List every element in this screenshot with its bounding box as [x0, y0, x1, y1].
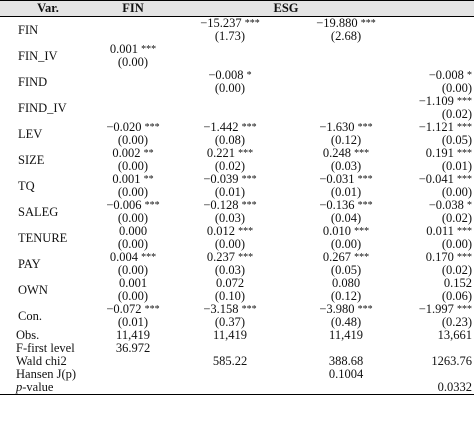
table-cell: 585.22	[212, 354, 248, 368]
coefficient-value: 0.004 ***	[109, 250, 157, 264]
coefficient-value: −0.072 ***	[106, 302, 160, 316]
row-label: FIND_IV	[18, 100, 67, 115]
significance-stars: ***	[238, 226, 254, 237]
table-cell	[170, 17, 290, 44]
table-row	[0, 121, 474, 147]
coefficient-value: 0.000	[118, 224, 148, 238]
table-cell	[96, 368, 170, 381]
coefficient-value: −0.008 *	[428, 68, 473, 82]
table-cell	[96, 147, 170, 173]
standard-error-value: (0.03)	[330, 159, 362, 173]
coefficient-value: −0.020 ***	[106, 120, 160, 134]
coefficient-value	[170, 95, 290, 108]
table-header	[0, 1, 474, 17]
p-letter: p	[16, 380, 23, 394]
table-cell	[96, 173, 170, 199]
significance-stars: ***	[357, 174, 373, 185]
table-cell	[290, 95, 402, 121]
coefficient-value: 0.267 ***	[322, 250, 370, 264]
coefficient-value: 0.001	[118, 276, 148, 290]
significance-stars: ***	[141, 252, 157, 263]
row-label: FIN	[18, 22, 39, 37]
standard-error-value: (0.03)	[214, 263, 246, 277]
row-label: Wald chi2	[16, 354, 67, 368]
table-cell: 13,661	[437, 328, 473, 342]
significance-stars: ***	[141, 44, 157, 55]
table-cell	[402, 277, 474, 303]
significance-stars: ***	[357, 122, 373, 133]
table-cell	[402, 121, 474, 147]
coefficient-value	[290, 95, 402, 108]
standard-error-value: (0.00)	[117, 133, 149, 147]
standard-error-value: (0.37)	[214, 315, 246, 329]
coefficient-value: 0.001 **	[112, 172, 154, 186]
table-cell	[290, 381, 402, 395]
standard-error-value	[290, 56, 402, 69]
coefficient-value: 0.237 ***	[206, 250, 254, 264]
coefficient-value: 0.072	[215, 276, 245, 290]
standard-error-value: (0.00)	[330, 237, 362, 251]
coefficient-value: −3.158 ***	[203, 302, 257, 316]
table-cell	[170, 121, 290, 147]
significance-stars: ***	[457, 122, 473, 133]
significance-stars: ***	[457, 174, 473, 185]
coefficient-value	[290, 69, 402, 82]
significance-stars: ***	[457, 252, 473, 263]
significance-stars: ***	[354, 226, 370, 237]
standard-error-value: (0.02)	[441, 211, 473, 225]
significance-stars: ***	[244, 18, 260, 29]
table-cell: 11,419	[213, 328, 247, 342]
table-cell	[170, 381, 290, 395]
table-cell	[402, 17, 474, 44]
coefficient-value: −1.121 ***	[418, 120, 473, 134]
standard-error-value: (0.02)	[214, 159, 246, 173]
table-row	[0, 17, 474, 44]
table-cell	[290, 303, 402, 329]
table-cell: 0.1004	[328, 367, 364, 381]
table-cell	[96, 69, 170, 95]
standard-error-value: (0.00)	[441, 237, 473, 251]
table-row	[0, 43, 474, 69]
standard-error-value: (0.10)	[214, 289, 246, 303]
coefficient-value: −1.997 ***	[418, 302, 473, 316]
standard-error-value: (0.04)	[330, 211, 362, 225]
table-cell	[96, 251, 170, 277]
table-cell	[402, 147, 474, 173]
coefficient-value: 0.221 ***	[206, 146, 254, 160]
table-cell	[402, 199, 474, 225]
standard-error-value	[290, 82, 402, 95]
table-cell	[170, 69, 290, 95]
significance-stars: ***	[241, 200, 257, 211]
table-cell	[96, 277, 170, 303]
standard-error-value: (0.00)	[117, 211, 149, 225]
standard-error-value: (0.00)	[117, 55, 149, 69]
table-cell	[290, 17, 402, 44]
coefficient-value: 0.012 ***	[206, 224, 254, 238]
significance-stars: ***	[144, 122, 160, 133]
standard-error-value: (0.00)	[117, 289, 149, 303]
coefficient-value: −0.008 *	[208, 68, 252, 82]
table-cell	[96, 225, 170, 251]
table-row	[0, 95, 474, 121]
standard-error-value: (0.00)	[117, 185, 149, 199]
table-cell	[96, 303, 170, 329]
standard-error-value: (0.12)	[330, 133, 362, 147]
table-row	[0, 199, 474, 225]
table-cell	[96, 355, 170, 368]
row-label: OWN	[18, 282, 48, 297]
table-cell	[290, 147, 402, 173]
table-cell	[402, 251, 474, 277]
significance-stars: **	[143, 148, 154, 159]
table-cell	[96, 43, 170, 69]
header-var: Var.	[0, 1, 96, 17]
standard-error-value: (0.00)	[441, 185, 473, 199]
table-cell	[290, 277, 402, 303]
significance-stars: ***	[354, 252, 370, 263]
row-label: SALEG	[18, 204, 59, 219]
standard-error-value: (0.48)	[330, 315, 362, 329]
significance-stars: ***	[357, 304, 373, 315]
row-label: LEV	[18, 126, 43, 141]
table-cell	[170, 173, 290, 199]
standard-error-value: (0.00)	[441, 81, 473, 95]
table-cell	[290, 121, 402, 147]
standard-error-value: (0.02)	[441, 263, 473, 277]
table-row	[0, 147, 474, 173]
coefficient-value: −0.041 ***	[418, 172, 473, 186]
coefficient-value: −0.006 ***	[106, 198, 160, 212]
header-esg: ESG	[170, 1, 402, 17]
table-cell: 0.0332	[402, 381, 474, 395]
row-label	[0, 381, 96, 395]
coefficient-value	[96, 17, 170, 30]
coefficient-value: 0.191 ***	[425, 146, 473, 160]
table-cell	[170, 199, 290, 225]
significance-stars: ***	[238, 148, 254, 159]
table-row	[0, 303, 474, 329]
row-label: FIND	[18, 74, 48, 89]
significance-stars: ***	[241, 304, 257, 315]
row-label: TQ	[18, 178, 35, 193]
table-cell: 11,419	[329, 328, 363, 342]
standard-error-value: (0.08)	[214, 133, 246, 147]
significance-stars: ***	[457, 304, 473, 315]
standard-error-value: (0.06)	[441, 289, 473, 303]
coefficient-value	[402, 17, 472, 30]
significance-stars: ***	[360, 18, 376, 29]
standard-error-value: (0.01)	[117, 315, 149, 329]
table-cell	[170, 147, 290, 173]
table-cell	[96, 17, 170, 44]
table-cell	[290, 173, 402, 199]
standard-error-value: (0.03)	[214, 211, 246, 225]
standard-error-value: (0.01)	[330, 185, 362, 199]
table-cell	[402, 173, 474, 199]
significance-stars: *	[467, 200, 473, 211]
header-row	[0, 1, 474, 17]
coefficient-value: −0.031 ***	[319, 172, 373, 186]
coefficient-value: 0.248 ***	[322, 146, 370, 160]
significance-stars: ***	[357, 200, 373, 211]
row-label: PAY	[18, 256, 41, 271]
coefficient-value: 0.001 ***	[109, 42, 157, 56]
table-cell	[402, 43, 474, 69]
standard-error-value: (1.73)	[214, 29, 246, 43]
table-row	[0, 277, 474, 303]
standard-error-value: (0.00)	[117, 237, 149, 251]
coefficient-value	[170, 43, 290, 56]
table-cell	[402, 69, 474, 95]
table-cell	[96, 199, 170, 225]
standard-error-value: (0.12)	[330, 289, 362, 303]
table-cell	[170, 251, 290, 277]
table-cell	[290, 43, 402, 69]
table-cell	[96, 95, 170, 121]
standard-error-value: (0.00)	[117, 263, 149, 277]
table-cell	[290, 251, 402, 277]
significance-stars: ***	[238, 252, 254, 263]
standard-error-value: (0.00)	[214, 237, 246, 251]
coefficient-value: −1.109 ***	[418, 94, 473, 108]
significance-stars: ***	[144, 304, 160, 315]
table-cell	[170, 277, 290, 303]
coefficient-value	[96, 69, 170, 82]
standard-error-value: (2.68)	[330, 29, 362, 43]
row-label: SIZE	[18, 152, 45, 167]
coefficient-value	[96, 95, 170, 108]
coefficient-value: −3.980 ***	[319, 302, 373, 316]
coefficient-value: −19.880 ***	[316, 16, 376, 30]
header-blank	[402, 1, 474, 17]
table-cell	[402, 95, 474, 121]
standard-error-value: (0.02)	[441, 107, 473, 121]
table-cell: 1263.76	[431, 354, 473, 368]
table-cell	[170, 43, 290, 69]
table-cell	[170, 368, 290, 381]
coefficient-value: 0.011 ***	[426, 224, 473, 238]
significance-stars: *	[246, 70, 252, 81]
significance-stars: ***	[144, 200, 160, 211]
p-suffix: -value	[22, 380, 54, 394]
header-fin: FIN	[96, 1, 170, 17]
standard-error-value: (0.00)	[117, 159, 149, 173]
significance-stars: *	[467, 70, 473, 81]
table-cell	[170, 303, 290, 329]
coefficient-value: −0.136 ***	[319, 198, 373, 212]
table-cell	[402, 225, 474, 251]
significance-stars: ***	[457, 226, 473, 237]
table-cell	[290, 225, 402, 251]
coefficient-value: −1.442 ***	[203, 120, 257, 134]
standard-error-value: (0.23)	[441, 315, 473, 329]
table-row	[0, 173, 474, 199]
coefficient-value: −1.630 ***	[319, 120, 373, 134]
table-cell: 11,419	[116, 328, 150, 342]
table-cell	[402, 303, 474, 329]
table-cell	[170, 225, 290, 251]
table-cell: 36.972	[115, 341, 151, 355]
table-cell: 388.68	[328, 354, 364, 368]
table-cell	[290, 199, 402, 225]
table-cell	[96, 381, 170, 395]
standard-error-value: (0.05)	[330, 263, 362, 277]
row-label: FIN_IV	[18, 48, 58, 63]
row-label: Con.	[18, 308, 42, 323]
standard-error-value: (0.00)	[214, 81, 246, 95]
standard-error-value: (0.01)	[214, 185, 246, 199]
table-row	[0, 381, 474, 395]
standard-error-value	[96, 82, 170, 95]
table-cell	[96, 121, 170, 147]
table-row	[0, 69, 474, 95]
coefficient-value	[290, 43, 402, 56]
table-cell	[170, 95, 290, 121]
coefficient-value: −0.038 *	[428, 198, 473, 212]
table-cell	[290, 69, 402, 95]
row-label: TENURE	[18, 230, 68, 245]
coefficient-value: 0.170 ***	[425, 250, 473, 264]
coefficient-value: 0.002 **	[112, 146, 154, 160]
row-label: Hansen J(p)	[16, 367, 77, 381]
significance-stars: ***	[457, 148, 473, 159]
standard-error-value: (0.05)	[441, 133, 473, 147]
coefficient-value: −0.039 ***	[203, 172, 257, 186]
coefficient-value: 0.152	[443, 276, 473, 290]
coefficient-value: 0.010 ***	[322, 224, 370, 238]
coefficient-value	[402, 43, 472, 56]
significance-stars: ***	[241, 174, 257, 185]
standard-error-value: (0.01)	[441, 159, 473, 173]
standard-error-value	[402, 30, 472, 43]
significance-stars: **	[143, 174, 154, 185]
table-body	[0, 17, 474, 395]
significance-stars: ***	[354, 148, 370, 159]
coefficient-value: −15.237 ***	[200, 16, 260, 30]
table-row	[0, 225, 474, 251]
row-label: F-first level	[16, 341, 75, 355]
table-row	[0, 368, 474, 381]
coefficient-value: 0.080	[331, 276, 361, 290]
significance-stars: ***	[457, 96, 473, 107]
coefficient-value: −0.128 ***	[203, 198, 257, 212]
row-label: Obs.	[16, 328, 40, 342]
table-row	[0, 251, 474, 277]
significance-stars: ***	[241, 122, 257, 133]
